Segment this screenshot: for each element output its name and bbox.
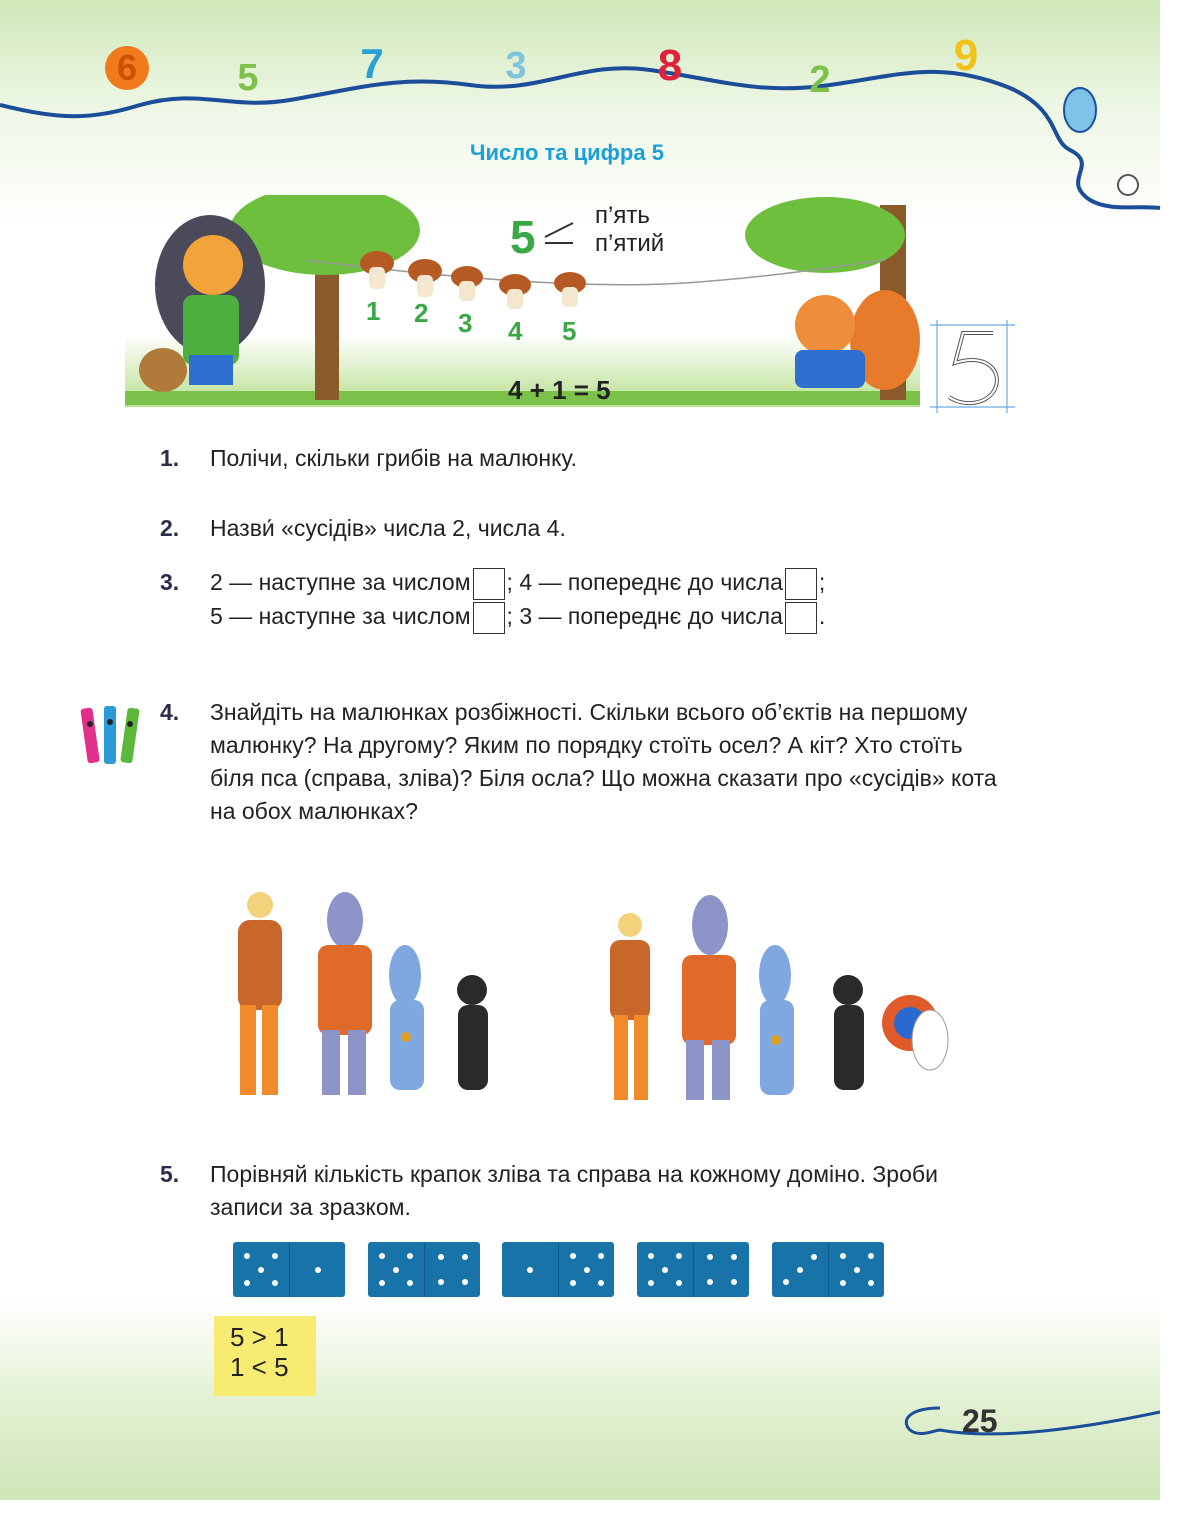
domino-dot <box>393 1267 399 1273</box>
characters-pictures <box>190 865 970 1130</box>
footer-swirl-decoration <box>895 1400 1165 1450</box>
mushroom-4-icon <box>499 274 531 309</box>
domino-dot <box>662 1267 668 1273</box>
domino-dot <box>462 1279 468 1285</box>
word-pyat: п’ять <box>595 202 650 229</box>
svg-text:9: 9 <box>953 31 979 80</box>
domino-dot <box>868 1280 874 1286</box>
answer-box[interactable] <box>785 568 817 600</box>
domino-dot <box>648 1280 654 1286</box>
domino-dot <box>707 1279 713 1285</box>
donkey-figure-icon <box>318 892 372 1095</box>
mushroom-1-icon <box>360 251 394 289</box>
example-box <box>214 1316 316 1396</box>
domino-dot <box>438 1254 444 1260</box>
task-number: 4. <box>160 699 180 725</box>
domino-tile <box>368 1242 480 1297</box>
domino-dot <box>438 1279 444 1285</box>
domino-right-half <box>693 1242 750 1297</box>
domino-dot <box>598 1253 604 1259</box>
task-3-line-1 <box>210 566 1040 600</box>
dog-figure-icon <box>759 945 794 1095</box>
domino-dot <box>783 1279 789 1285</box>
domino-dot <box>407 1280 413 1286</box>
picture-1 <box>238 892 488 1095</box>
domino-left-half <box>637 1242 693 1297</box>
domino-left-half <box>772 1242 828 1297</box>
example-line-1: 5 > 1 <box>230 1322 289 1352</box>
task-3-line-2-text-a: 5 — наступне за числом <box>210 602 471 629</box>
domino-tile <box>637 1242 749 1297</box>
page-title: Число та цифра 5 <box>470 140 664 165</box>
mushroom-number-4: 4 <box>508 316 523 346</box>
domino-dot <box>570 1253 576 1259</box>
domino-dot <box>676 1253 682 1259</box>
answer-box[interactable] <box>473 568 505 600</box>
banner-equation: 4 + 1 = 5 <box>508 375 611 405</box>
donkey-figure-icon <box>682 895 736 1100</box>
svg-text:2: 2 <box>809 59 831 101</box>
page-number: 25 <box>962 1403 998 1439</box>
number-character-8-icon <box>658 41 682 90</box>
line-end-punctuation: . <box>818 602 826 629</box>
task-3-line-1-text-a: 2 — наступне за числом <box>210 569 471 595</box>
answer-box[interactable] <box>473 602 505 634</box>
svg-text:6: 6 <box>116 47 138 88</box>
domino-dot <box>315 1267 321 1273</box>
word-pyatyi: п’ятий <box>595 230 665 257</box>
domino-right-half <box>828 1242 885 1297</box>
mouse-character-icon <box>1118 175 1138 195</box>
mushroom-3-icon <box>451 266 483 301</box>
task-text: Знайдіть на малюнках розбіжності. Скільки всього об’єктів на першому малюнку? На другому? Яким по порядку стоїть осел? А кіт? Хто стоїть біля пса (справа, зліва)? Біля осла? Що можна сказати про «сусідів» кота на обох малюнках? <box>210 699 997 824</box>
answer-box[interactable] <box>785 602 817 634</box>
domino-dot <box>797 1267 803 1273</box>
domino-dot <box>244 1280 250 1286</box>
domino-tile <box>502 1242 614 1297</box>
mushroom-2-icon <box>408 259 442 297</box>
domino-dot <box>676 1280 682 1286</box>
domino-dot <box>584 1267 590 1273</box>
domino-dot <box>570 1280 576 1286</box>
domino-dot <box>527 1267 533 1273</box>
line-end-punctuation: ; <box>818 569 826 595</box>
task-number: 5. <box>160 1161 180 1187</box>
task-3-line-2-text-b: ; 3 — попереднє до числа <box>506 602 783 629</box>
domino-left-half <box>233 1242 289 1297</box>
squirrel-icon <box>795 290 920 390</box>
domino-tile <box>233 1242 345 1297</box>
rooster-figure-icon <box>882 995 948 1070</box>
task-text: Назви́ «сусідів» числа 2, числа 4. <box>210 515 566 541</box>
domino-dot <box>840 1280 846 1286</box>
example-line-2: 1 < 5 <box>230 1352 289 1382</box>
number-character-3-icon <box>505 45 526 87</box>
domino-right-half <box>558 1242 615 1297</box>
big-digit-five: 5 <box>510 211 536 263</box>
svg-text:5: 5 <box>237 57 259 99</box>
domino-dot <box>598 1280 604 1286</box>
pencils-group-work-icon <box>66 700 156 775</box>
man-figure-icon <box>238 892 282 1095</box>
number-character-9-icon <box>954 31 978 80</box>
domino-dot <box>379 1280 385 1286</box>
number-character-2-icon <box>809 59 830 101</box>
number-character-7-icon <box>360 40 383 87</box>
svg-text:3: 3 <box>505 45 527 87</box>
domino-dot <box>648 1253 654 1259</box>
task-number: 1. <box>160 445 180 471</box>
number-character-5-icon <box>237 57 258 99</box>
domino-dot <box>407 1253 413 1259</box>
domino-left-half <box>368 1242 424 1297</box>
domino-dot <box>244 1253 250 1259</box>
copybook-digit-5-drawing <box>949 333 997 403</box>
task-number: 2. <box>160 515 180 541</box>
domino-dot <box>840 1253 846 1259</box>
cat-figure-icon <box>457 975 488 1090</box>
domino-dot <box>462 1254 468 1260</box>
domino-dot <box>811 1254 817 1260</box>
domino-dot <box>272 1253 278 1259</box>
domino-left-half <box>502 1242 558 1297</box>
number-character-6-icon <box>105 46 149 90</box>
task-text: Полічи, скільки грибів на малюнку. <box>210 445 578 471</box>
man-figure-icon <box>610 913 650 1100</box>
domino-tile <box>772 1242 884 1297</box>
svg-text:7: 7 <box>360 40 384 87</box>
domino-dot <box>707 1254 713 1260</box>
mushroom-number-2: 2 <box>414 298 429 328</box>
domino-right-half <box>289 1242 346 1297</box>
dog-figure-icon <box>389 945 424 1090</box>
cat-figure-icon <box>833 975 864 1090</box>
domino-right-half <box>424 1242 481 1297</box>
task-3-line-1-text-b: ; 4 — попереднє до числа <box>506 569 783 595</box>
domino-dot <box>854 1267 860 1273</box>
mushroom-5-icon <box>554 272 586 307</box>
mushroom-number-5: 5 <box>562 316 577 346</box>
task-3-line-2 <box>210 600 1040 634</box>
task-text: Порівняй кількість крапок зліва та справа на кожному доміно. Зроби записи за зразком. <box>210 1161 938 1220</box>
number-character-0-icon <box>1064 88 1096 132</box>
domino-dot <box>272 1280 278 1286</box>
domino-dot <box>868 1253 874 1259</box>
domino-dot <box>731 1279 737 1285</box>
mushroom-number-3: 3 <box>458 308 473 338</box>
domino-dot <box>379 1253 385 1259</box>
picture-2 <box>610 895 948 1100</box>
domino-dot <box>731 1254 737 1260</box>
domino-dot <box>258 1267 264 1273</box>
svg-text:8: 8 <box>657 41 683 90</box>
task-number: 3. <box>160 569 180 595</box>
mushroom-number-1: 1 <box>366 296 381 326</box>
